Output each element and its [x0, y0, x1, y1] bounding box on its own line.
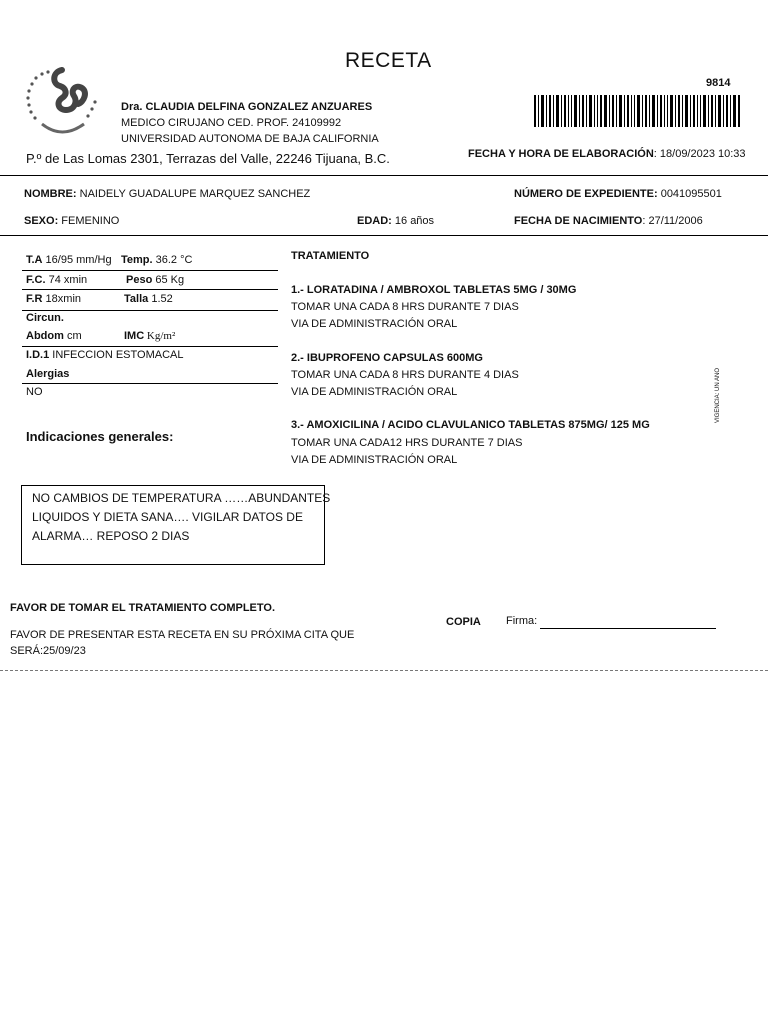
diagnosis-label: I.D.1 — [26, 349, 50, 361]
record-number-value: 0041095501 — [657, 188, 722, 200]
elaboration-date — [468, 148, 746, 160]
header-divider — [0, 175, 768, 176]
elaboration-date-value: : 18/09/2023 10:33 — [653, 148, 746, 160]
general-indications-label: Indicaciones generales: — [26, 429, 174, 444]
vital-imc-value: Kg/m² — [144, 330, 176, 342]
vital-abdom-value: cm — [63, 330, 82, 342]
patient-divider — [0, 235, 768, 236]
treatment-item-dose: TOMAR UNA CADA 8 HRS DURANTE 4 DIAS — [291, 369, 519, 381]
signature-label: Firma: — [506, 615, 538, 627]
treatment-item-title: 1.- LORATADINA / AMBROXOL TABLETAS 5MG / 30MG — [291, 284, 577, 296]
patient-sex — [24, 215, 119, 227]
vital-fc-label: F.C. — [26, 274, 46, 286]
treatment-item-route: VIA DE ADMINISTRACIÓN ORAL — [291, 318, 458, 330]
birth-date-label: FECHA DE NACIMIENTO — [514, 215, 643, 227]
vital-fr — [26, 293, 81, 305]
vital-circun-label: Circun. — [26, 312, 64, 324]
indication-line: LIQUIDOS Y DIETA SANA…. VIGILAR DATOS DE — [32, 510, 303, 524]
patient-sex-label: SEXO: — [24, 215, 59, 227]
folio-number: 9814 — [706, 77, 731, 89]
vital-peso — [126, 274, 184, 286]
vital-talla-value: 1.52 — [148, 293, 173, 305]
vital-ta — [26, 254, 112, 266]
patient-name-value: NAIDELY GUADALUPE MARQUEZ SANCHEZ — [76, 188, 311, 200]
record-number — [514, 188, 722, 200]
vitals-row-line — [22, 270, 278, 271]
vital-abdom-label: Abdom — [26, 330, 64, 342]
general-indications-box — [21, 485, 331, 565]
treatment-item-route: VIA DE ADMINISTRACIÓN ORAL — [291, 386, 458, 398]
vital-abdom — [26, 330, 82, 342]
indication-line: ALARMA… REPOSO 2 DIAS — [32, 529, 190, 543]
patient-age-value: 16 años — [391, 215, 435, 227]
vitals-row-line — [22, 383, 278, 384]
treatment-item-dose: TOMAR UNA CADA12 HRS DURANTE 7 DIAS — [291, 437, 523, 449]
vital-talla — [124, 293, 173, 305]
vital-peso-value: 65 Kg — [152, 274, 185, 286]
barcode — [534, 95, 740, 127]
next-appointment-note: FAVOR DE PRESENTAR ESTA RECETA EN SU PRÓXIMA CITA QUE — [10, 629, 355, 641]
validity-note: VIGENCIA: UN AÑO — [715, 368, 721, 424]
record-number-label: NÚMERO DE EXPEDIENTE: — [514, 188, 658, 200]
vital-imc — [124, 330, 175, 342]
patient-age-label: EDAD: — [357, 215, 392, 227]
elaboration-date-label: FECHA Y HORA DE ELABORACIÓN — [468, 148, 654, 160]
patient-name — [24, 188, 310, 200]
vital-ta-label: T.A — [26, 254, 43, 266]
document-title: RECETA — [345, 49, 432, 72]
doctor-profession: MEDICO CIRUJANO CED. PROF. 24109992 — [121, 117, 342, 129]
vitals-row-line — [22, 310, 278, 311]
vital-talla-label: Talla — [124, 293, 149, 305]
vital-temp — [121, 254, 192, 266]
treatment-item-title: 2.- IBUPROFENO CAPSULAS 600MG — [291, 352, 483, 364]
complete-treatment-note: FAVOR DE TOMAR EL TRATAMIENTO COMPLETO. — [10, 602, 276, 614]
organization-logo — [22, 64, 104, 142]
diagnosis — [26, 349, 184, 361]
vitals-row-line — [22, 289, 278, 290]
allergies-label: Alergias — [26, 368, 70, 380]
birth-date-value: : 27/11/2006 — [642, 215, 703, 227]
vital-ta-value: 16/95 mm/Hg — [42, 254, 112, 266]
allergies-value: NO — [26, 386, 43, 398]
patient-sex-value: FEMENINO — [58, 215, 120, 227]
cut-line — [0, 670, 768, 671]
vital-imc-label: IMC — [124, 330, 145, 342]
treatment-item-title: 3.- AMOXICILINA / ACIDO CLAVULANICO TABLETAS 875MG/ 125 MG — [291, 419, 650, 431]
vital-temp-label: Temp. — [121, 254, 153, 266]
vital-peso-label: Peso — [126, 274, 153, 286]
vital-fr-value: 18xmin — [42, 293, 82, 305]
copy-label: COPIA — [446, 616, 481, 628]
signature-line — [540, 628, 716, 629]
birth-date — [514, 215, 703, 227]
doctor-address: P.º de Las Lomas 2301, Terrazas del Valle, 22246 Tijuana, B.C. — [26, 151, 390, 166]
indication-line: NO CAMBIOS DE TEMPERATURA ……ABUNDANTES — [32, 491, 331, 505]
patient-name-label: NOMBRE: — [24, 188, 77, 200]
treatment-item-dose: TOMAR UNA CADA 8 HRS DURANTE 7 DIAS — [291, 301, 519, 313]
vital-temp-value: 36.2 °C — [152, 254, 193, 266]
next-appointment-date: SERÁ:25/09/23 — [10, 645, 86, 657]
doctor-university: UNIVERSIDAD AUTONOMA DE BAJA CALIFORNIA — [121, 133, 379, 145]
doctor-name: Dra. CLAUDIA DELFINA GONZALEZ ANZUARES — [121, 101, 373, 113]
treatment-item-route: VIA DE ADMINISTRACIÓN ORAL — [291, 454, 458, 466]
vital-fc — [26, 274, 87, 286]
patient-age — [357, 215, 434, 227]
treatment-heading: TRATAMIENTO — [291, 250, 370, 262]
diagnosis-value: INFECCION ESTOMACAL — [49, 349, 184, 361]
vital-fr-label: F.R — [26, 293, 43, 305]
vitals-row-line — [22, 346, 278, 347]
vital-fc-value: 74 xmin — [45, 274, 88, 286]
